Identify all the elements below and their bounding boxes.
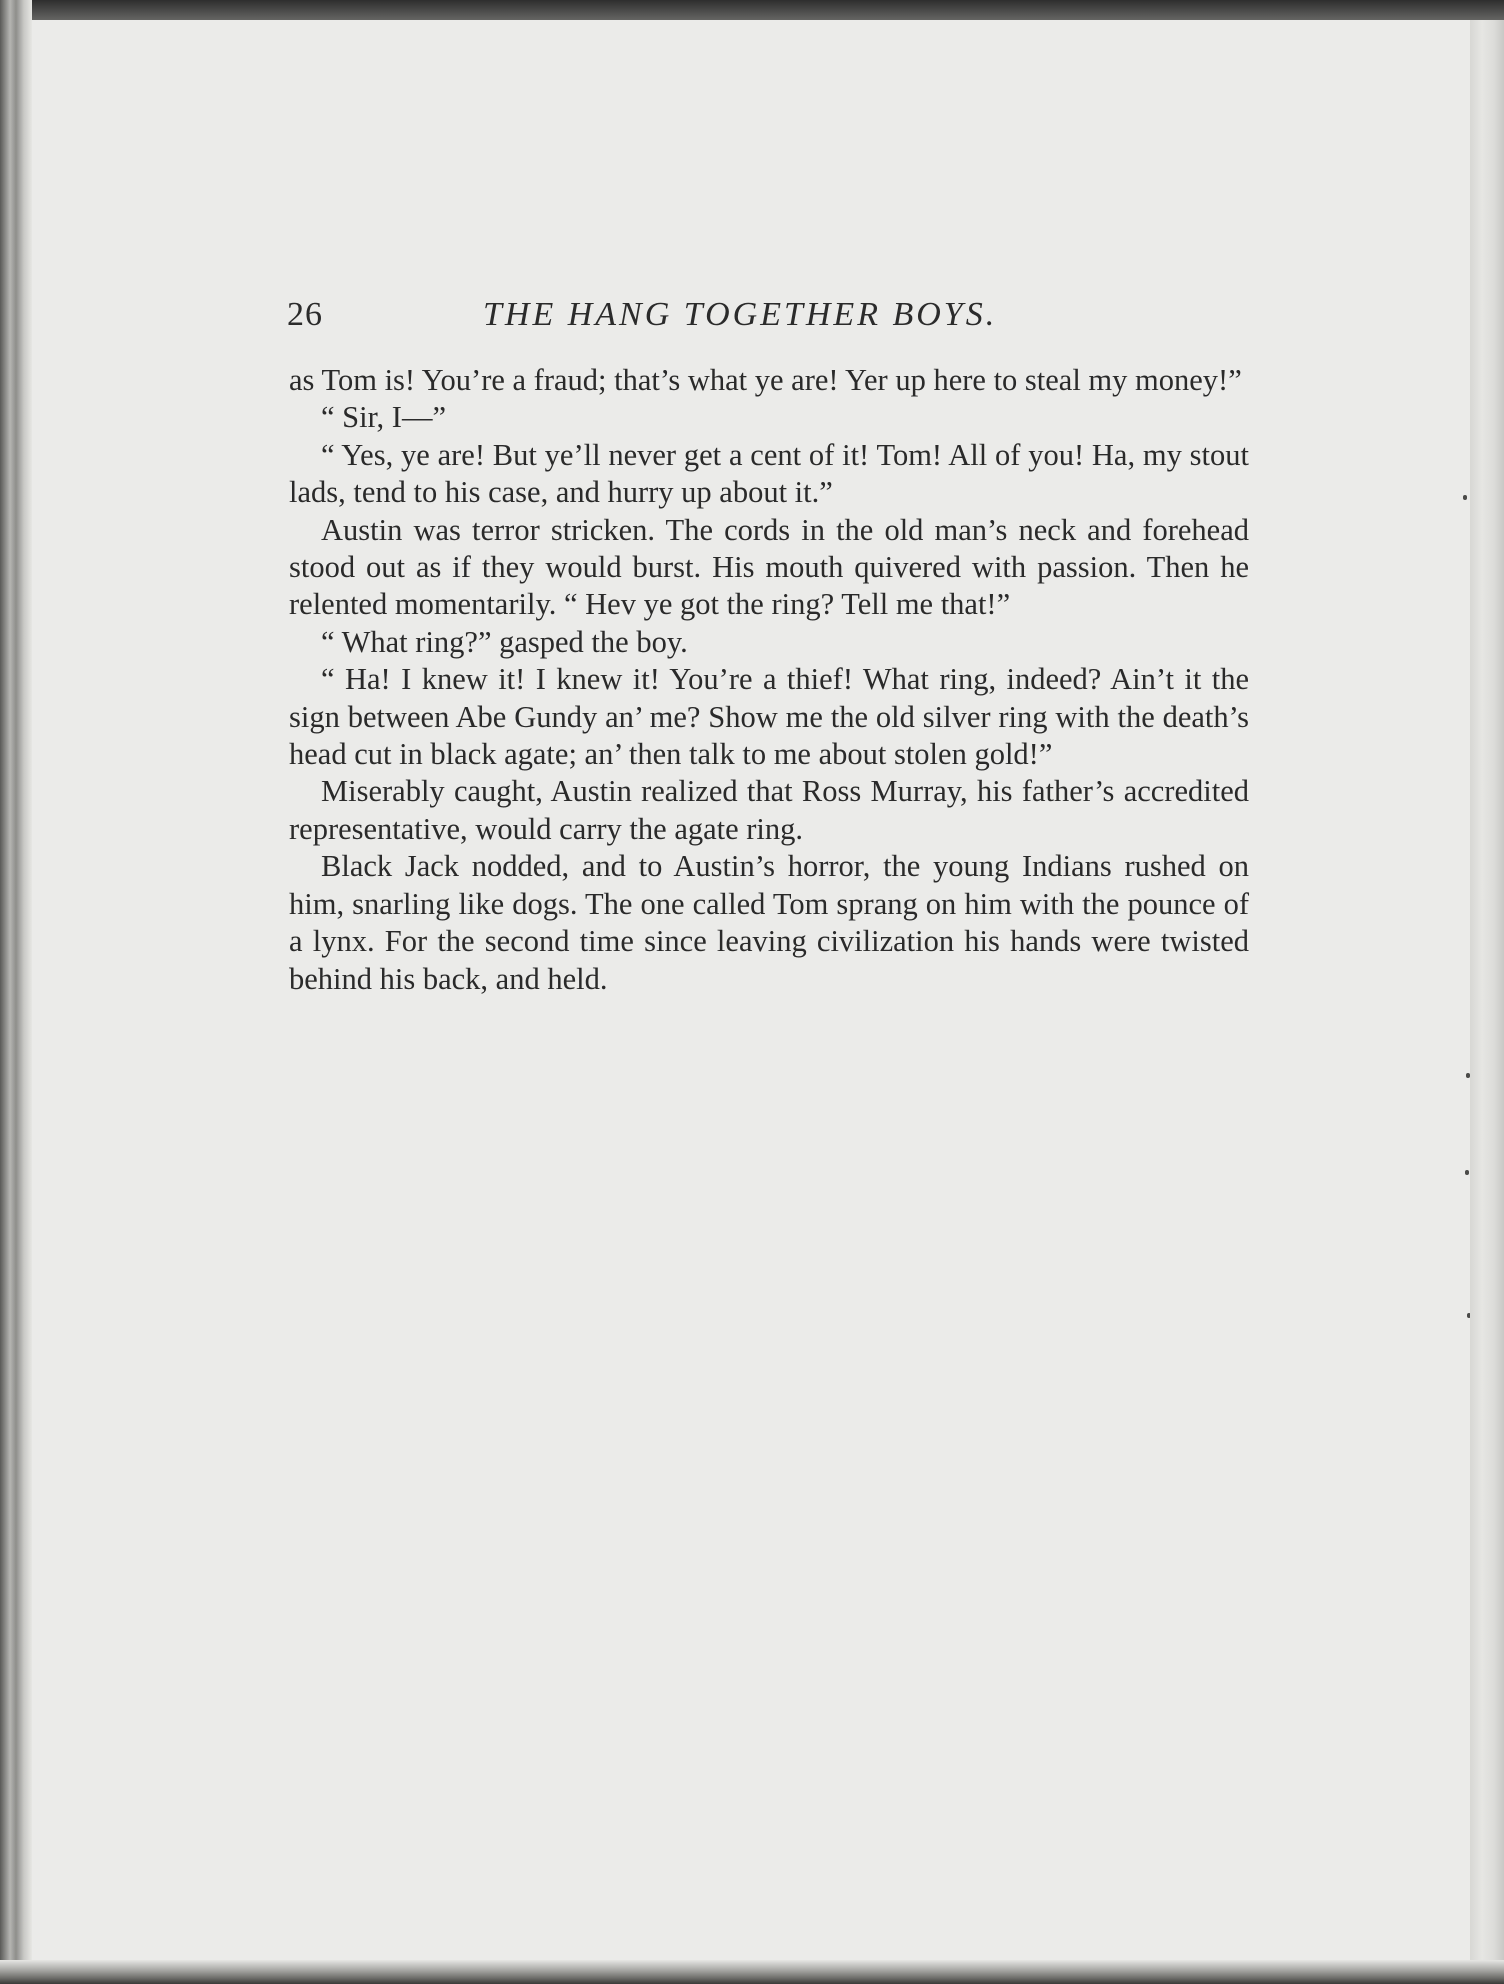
running-title: THE HANG TOGETHER BOYS. — [483, 296, 998, 333]
paragraph: “ What ring?” gasped the boy. — [321, 624, 688, 659]
paragraph: “ Ha! I knew it! I knew it! You’re a thief! What ring, indeed? Ain’t it the sign between Abe Gundy an’ me? Show me the old silver ring with the death’s head cut in black agate; an’ then talk to me about stolen gold!” — [289, 662, 1249, 772]
running-header — [287, 296, 1047, 340]
right-page-edge — [1470, 20, 1504, 1965]
paragraph: “ Sir, I—” — [321, 400, 446, 435]
left-page-stack — [0, 0, 32, 1984]
top-scan-edge — [0, 0, 1504, 22]
margin-speck — [1465, 1170, 1469, 1175]
paragraph: as Tom is! You’re a fraud; that’s what ye are! Yer up here to steal my money!” — [289, 363, 1242, 397]
paragraph: Black Jack nodded, and to Austin’s horror, the young Indians rushed on him, snarling like dogs. The one called Tom sprang on him with the pounce of a lynx. For the second time since leaving civilization his hands were twisted behind his back, and held. — [289, 849, 1249, 996]
paragraph: Austin was terror stricken. The cords in the old man’s neck and forehead stood out as if they would burst. His mouth quivered with passion. Then he relented momentarily. “ Hev ye got the ring? Tell me that!” — [289, 512, 1249, 622]
paragraph: Miserably caught, Austin realized that Ross Murray, his father’s accredited representative, would carry the agate ring. — [289, 774, 1249, 846]
paragraph: “ Yes, ye are! But ye’ll never get a cent of it! Tom! All of you! Ha, my stout lads, tend to his case, and hurry up about it.” — [289, 437, 1249, 510]
body-text — [289, 362, 1249, 998]
bottom-page-stack — [0, 1960, 1504, 1984]
margin-speck — [1463, 495, 1467, 500]
page-number: 26 — [287, 296, 323, 333]
